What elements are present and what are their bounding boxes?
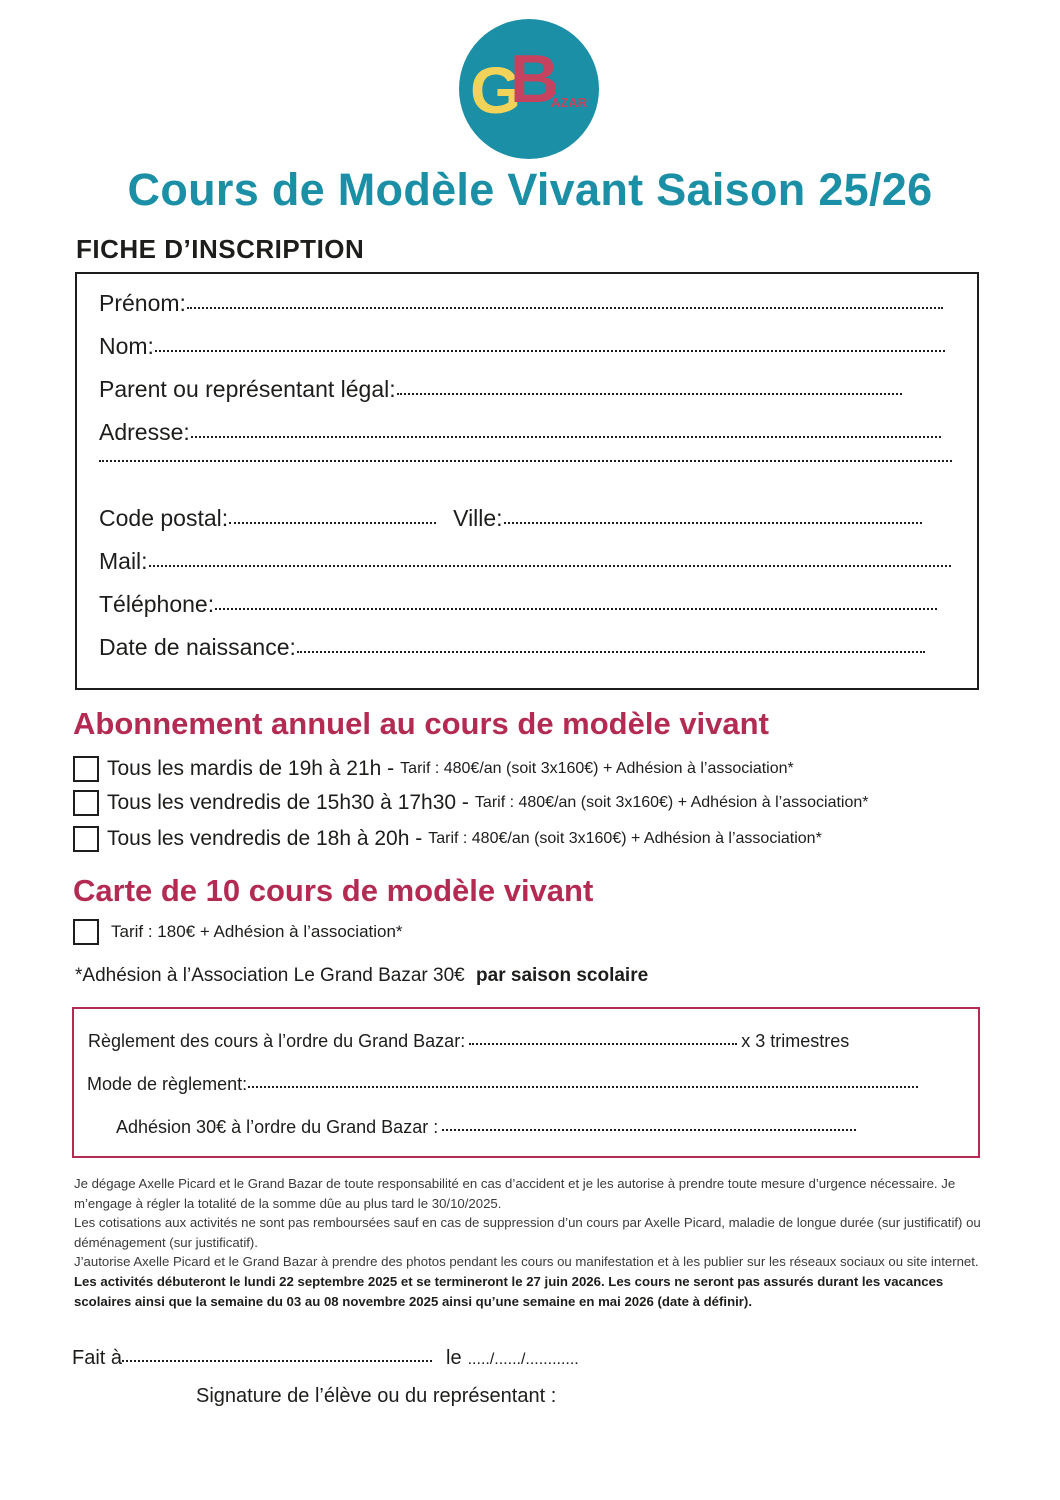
telephone-label: Téléphone: [99, 591, 215, 617]
prenom-field[interactable] [99, 290, 943, 317]
grand-bazar-logo [459, 19, 599, 159]
ville-label: Ville: [453, 505, 503, 531]
adhesion-note-text: *Adhésion à l’Association Le Grand Bazar 30€ [75, 965, 465, 986]
adhesion-note [75, 965, 648, 987]
fait-a-line[interactable] [122, 1360, 432, 1362]
vendredi-15h30-tarif: Tarif : 480€/an (soit 3x160€) + Adhésion à l’association* [474, 794, 869, 811]
vendredi-18h-label: Tous les vendredis de 18h à 20h - [107, 827, 423, 850]
reglement-line[interactable] [469, 1043, 737, 1045]
form-subtitle: FICHE D’INSCRIPTION [76, 234, 365, 264]
adhesion-note-bold: par saison scolaire [476, 965, 649, 986]
adresse-line-2[interactable] [99, 460, 952, 462]
mail-field[interactable] [99, 548, 951, 575]
fait-a-row[interactable] [72, 1347, 579, 1370]
adhesion-line[interactable] [442, 1129, 856, 1131]
trimestres-label: x 3 trimestres [741, 1031, 850, 1051]
date-naissance-label: Date de naissance: [99, 634, 296, 660]
option-vendredi-18h[interactable] [73, 826, 822, 852]
vendredi-18h-tarif: Tarif : 480€/an (soit 3x160€) + Adhésion à l’association* [428, 830, 822, 847]
adhesion-label: Adhésion 30€ à l’ordre du Grand Bazar : [116, 1117, 439, 1137]
option-carte[interactable] [73, 919, 403, 945]
nom-field[interactable] [99, 333, 945, 360]
parent-line[interactable] [397, 393, 902, 395]
mode-reglement-label: Mode de règlement: [87, 1074, 248, 1094]
mode-reglement-row[interactable] [87, 1074, 922, 1095]
code-postal-line[interactable] [229, 522, 436, 524]
telephone-field[interactable] [99, 591, 937, 618]
adhesion-row[interactable] [116, 1117, 860, 1138]
reglement-label: Règlement des cours à l’ordre du Grand Bazar: [88, 1031, 466, 1051]
mode-reglement-line[interactable] [248, 1086, 918, 1088]
ville-line[interactable] [504, 522, 922, 524]
mardi-checkbox[interactable] [73, 756, 99, 782]
terms-paragraph-dates: Les activités débuteront le lundi 22 septembre 2025 et se termineront le 27 juin 2026. Les cours ne seront pas assurés durant les vacances scolaires ainsi que la semaine du 03 au 08 novembre 2025 ainsi qu’une semaine en mai 2026 (date à définir). [74, 1273, 944, 1309]
logo-text-azar: AZAR [551, 95, 588, 110]
vendredi-18h-checkbox[interactable] [73, 826, 99, 852]
signature-label: Signature de l’élève ou du représentant : [196, 1385, 557, 1407]
telephone-line[interactable] [215, 608, 937, 610]
carte-checkbox[interactable] [73, 919, 99, 945]
terms-text [74, 1174, 986, 1311]
date-line[interactable]: ...../....../............ [467, 1351, 579, 1368]
mardi-tarif: Tarif : 480€/an (soit 3x160€) + Adhésion à l’association* [400, 760, 794, 777]
page-title: Cours de Modèle Vivant Saison 25/26 [127, 164, 933, 215]
payment-box [72, 1007, 980, 1158]
parent-label: Parent ou représentant légal: [99, 376, 396, 402]
logo-letter-g: G [470, 53, 522, 127]
mail-label: Mail: [99, 548, 148, 574]
nom-line[interactable] [155, 350, 945, 352]
carte-tarif: Tarif : 180€ + Adhésion à l’association* [111, 922, 403, 941]
vendredi-15h30-label: Tous les vendredis de 15h30 à 17h30 - [107, 791, 469, 814]
nom-label: Nom: [99, 333, 154, 359]
terms-paragraph-1: Je dégage Axelle Picard et le Grand Bazar de toute responsabilité en cas d’accident et je les autorise à prendre toute mesure d’urgence nécessaire. Je m’engage à régler la totalité de la somme dûe au plus tard le 30/10/2025. [74, 1176, 956, 1211]
fait-a-label: Fait à [72, 1347, 123, 1369]
date-naissance-field[interactable] [99, 634, 925, 661]
adresse-line[interactable] [191, 436, 941, 438]
date-naissance-line[interactable] [297, 651, 925, 653]
terms-paragraph-2: Les cotisations aux activités ne sont pas remboursées sauf en cas de suppression d’un cours par Axelle Picard, maladie de longue durée (sur justificatif) ou déménagement (sur justificatif). [74, 1215, 981, 1250]
prenom-label: Prénom: [99, 290, 186, 316]
le-label: le [446, 1347, 462, 1369]
option-vendredi-15h30[interactable] [73, 790, 869, 816]
option-mardi[interactable] [73, 756, 794, 782]
logo-letter-b: B [510, 41, 560, 117]
code-postal-label: Code postal: [99, 505, 229, 531]
terms-paragraph-3: J’autorise Axelle Picard et le Grand Bazar à prendre des photos pendant les cours ou manifestation et à les publier sur les réseaux sociaux ou site internet. [74, 1254, 979, 1270]
adresse-field-line2[interactable] [99, 462, 952, 464]
adresse-field[interactable] [99, 419, 941, 446]
mail-line[interactable] [149, 565, 951, 567]
adresse-label: Adresse: [99, 419, 190, 445]
mardi-label: Tous les mardis de 19h à 21h - [107, 757, 395, 780]
prenom-line[interactable] [187, 307, 943, 309]
reglement-row[interactable] [88, 1031, 849, 1052]
parent-field[interactable] [99, 376, 902, 403]
vendredi-15h30-checkbox[interactable] [73, 790, 99, 816]
carte-heading: Carte de 10 cours de modèle vivant [73, 873, 594, 908]
identity-form-box [75, 272, 979, 690]
abonnement-heading: Abonnement annuel au cours de modèle vivant [73, 706, 769, 741]
code-postal-field[interactable] [99, 505, 922, 532]
